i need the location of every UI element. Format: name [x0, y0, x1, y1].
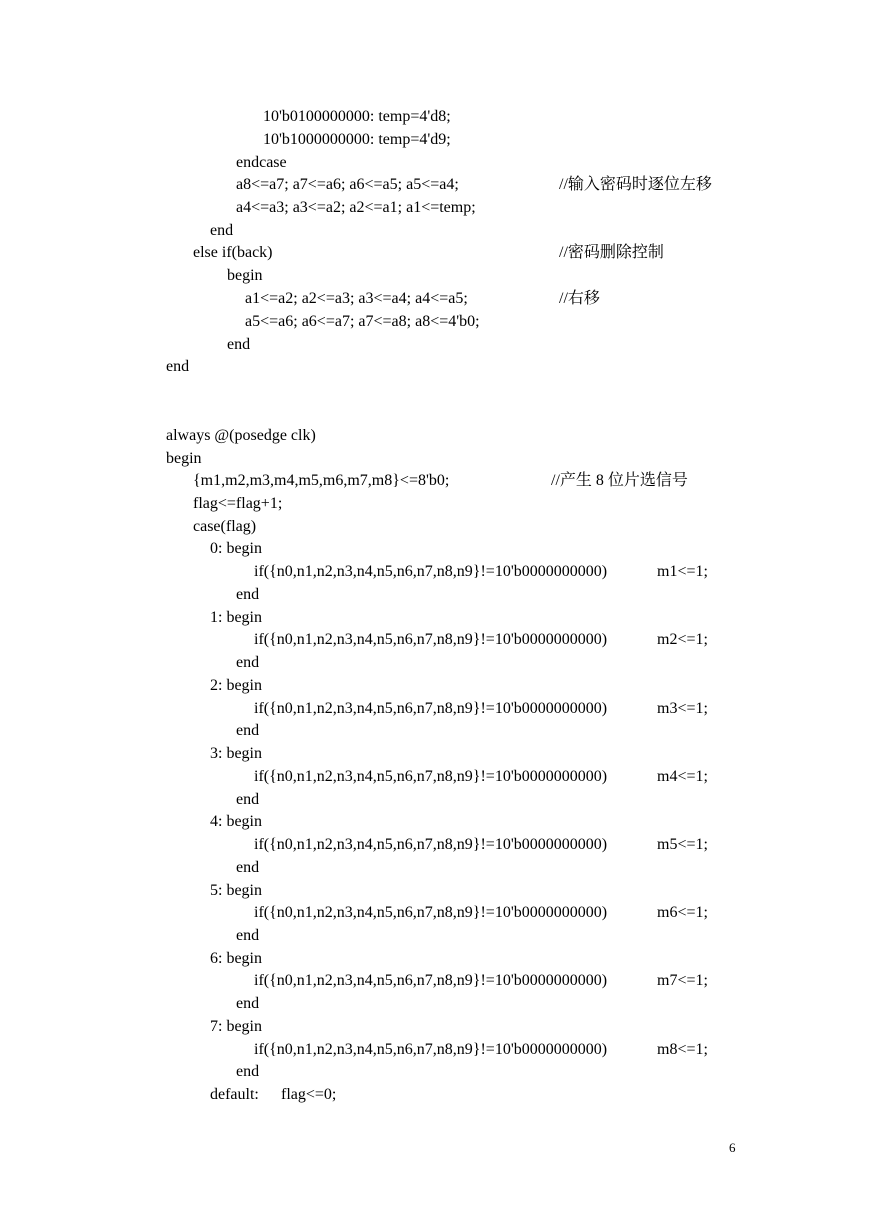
code-line: end — [236, 791, 260, 808]
code-line: 10'b1000000000: temp=4'd9; — [263, 131, 451, 148]
code-line: m6<=1; — [657, 904, 708, 921]
code-line: m3<=1; — [657, 700, 708, 717]
code-line: end — [236, 995, 260, 1012]
code-comment: //密码删除控制 — [559, 244, 664, 261]
code-line: 7: begin — [210, 1018, 262, 1035]
page-number: 6 — [729, 1140, 736, 1155]
code-line: if({n0,n1,n2,n3,n4,n5,n6,n7,n8,n9}!=10'b0000000000) — [254, 972, 608, 989]
code-line: 2: begin — [210, 677, 262, 694]
code-line: a1<=a2; a2<=a3; a3<=a4; a4<=a5; — [245, 290, 468, 307]
code-line: if({n0,n1,n2,n3,n4,n5,n6,n7,n8,n9}!=10'b0000000000) — [254, 631, 608, 648]
code-line: {m1,m2,m3,m4,m5,m6,m7,m8}<=8'b0; — [193, 472, 450, 489]
code-line: if({n0,n1,n2,n3,n4,n5,n6,n7,n8,n9}!=10'b0000000000) — [254, 700, 608, 717]
code-line: if({n0,n1,n2,n3,n4,n5,n6,n7,n8,n9}!=10'b0000000000) — [254, 563, 608, 580]
code-comment: //右移 — [559, 290, 600, 307]
code-line: if({n0,n1,n2,n3,n4,n5,n6,n7,n8,n9}!=10'b0000000000) — [254, 836, 608, 853]
code-line: end — [236, 722, 260, 739]
code-line: end — [236, 586, 260, 603]
code-line: 3: begin — [210, 745, 262, 762]
code-line: m4<=1; — [657, 768, 708, 785]
code-line: m2<=1; — [657, 631, 708, 648]
code-line: if({n0,n1,n2,n3,n4,n5,n6,n7,n8,n9}!=10'b0000000000) — [254, 768, 608, 785]
code-line: end — [236, 859, 260, 876]
code-line: end — [166, 358, 190, 375]
code-line: a8<=a7; a7<=a6; a6<=a5; a5<=a4; — [236, 176, 459, 193]
code-line: 6: begin — [210, 950, 262, 967]
code-line: m7<=1; — [657, 972, 708, 989]
code-line: if({n0,n1,n2,n3,n4,n5,n6,n7,n8,n9}!=10'b0000000000) — [254, 1041, 608, 1058]
code-line: 1: begin — [210, 609, 262, 626]
code-line: end — [236, 927, 260, 944]
code-line: end — [210, 222, 234, 239]
code-line: m5<=1; — [657, 836, 708, 853]
code-line: case(flag) — [193, 518, 257, 535]
code-line: 4: begin — [210, 813, 262, 830]
code-comment: //输入密码时逐位左移 — [559, 176, 712, 193]
code-line: begin — [166, 450, 202, 467]
code-line: a5<=a6; a6<=a7; a7<=a8; a8<=4'b0; — [245, 313, 480, 330]
code-line: end — [236, 1063, 260, 1080]
code-line: end — [236, 654, 260, 671]
code-comment: //产生 8 位片选信号 — [551, 472, 688, 489]
code-line: endcase — [236, 154, 287, 171]
code-line: m8<=1; — [657, 1041, 708, 1058]
code-line: 5: begin — [210, 882, 262, 899]
code-line: flag<=flag+1; — [193, 495, 283, 512]
code-line: 10'b0100000000: temp=4'd8; — [263, 108, 451, 125]
code-line: always @(posedge clk) — [166, 427, 316, 444]
code-line: end — [227, 336, 251, 353]
code-line: default: — [210, 1086, 259, 1103]
code-line: a4<=a3; a3<=a2; a2<=a1; a1<=temp; — [236, 199, 476, 216]
code-line: else if(back) — [193, 244, 273, 261]
code-line: 0: begin — [210, 540, 262, 557]
code-line: m1<=1; — [657, 563, 708, 580]
code-line: flag<=0; — [281, 1086, 337, 1103]
code-line: begin — [227, 267, 263, 284]
code-line: if({n0,n1,n2,n3,n4,n5,n6,n7,n8,n9}!=10'b0000000000) — [254, 904, 608, 921]
